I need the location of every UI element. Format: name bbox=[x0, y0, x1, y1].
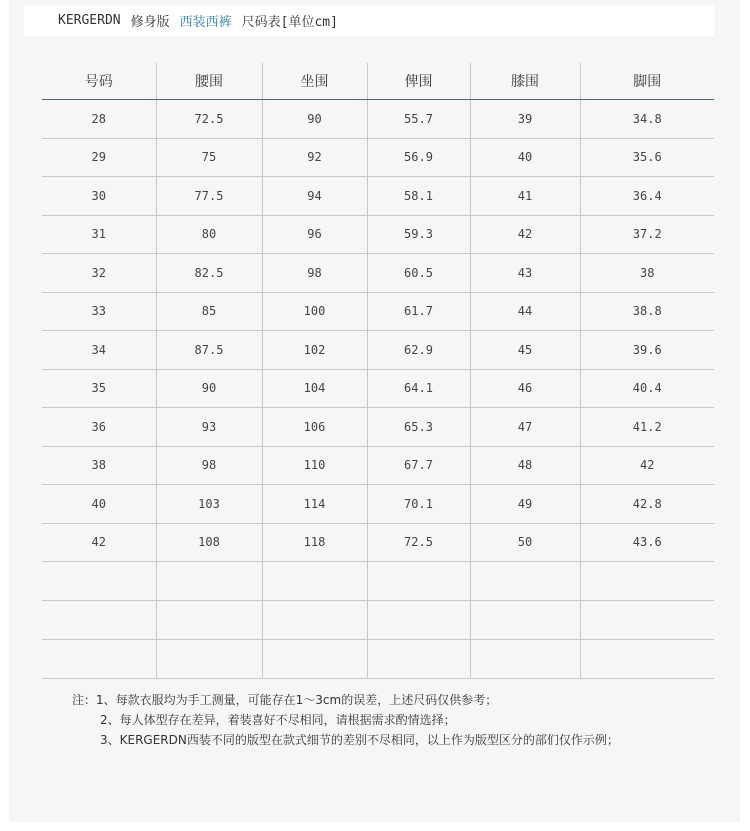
table-row bbox=[42, 369, 714, 408]
table-cell: 41.2 bbox=[580, 408, 714, 447]
note-line: 3、KERGERDN西装不同的版型在款式细节的差别不尽相同，以上作为版型区分的部们仅作示例； bbox=[100, 733, 619, 747]
table-cell: 94 bbox=[262, 177, 367, 216]
table-cell: 45 bbox=[470, 331, 580, 370]
table-row bbox=[42, 138, 714, 177]
table-row bbox=[42, 100, 714, 139]
size-table bbox=[42, 63, 714, 679]
table-cell: 32 bbox=[42, 254, 156, 293]
table-cell: 96 bbox=[262, 215, 367, 254]
table-cell-empty bbox=[580, 562, 714, 601]
table-cell: 38 bbox=[580, 254, 714, 293]
table-cell: 92 bbox=[262, 138, 367, 177]
table-cell: 65.3 bbox=[367, 408, 470, 447]
table-cell: 90 bbox=[262, 100, 367, 139]
table-cell: 48 bbox=[470, 446, 580, 485]
table-cell-empty bbox=[470, 562, 580, 601]
table-cell: 50 bbox=[470, 523, 580, 562]
table-row bbox=[42, 485, 714, 524]
table-cell: 118 bbox=[262, 523, 367, 562]
table-cell: 35 bbox=[42, 369, 156, 408]
column-header-waist: 腰围 bbox=[156, 63, 262, 100]
table-cell-empty bbox=[262, 601, 367, 640]
table-cell: 102 bbox=[262, 331, 367, 370]
table-cell-empty bbox=[367, 601, 470, 640]
table-cell: 36.4 bbox=[580, 177, 714, 216]
table-row bbox=[42, 446, 714, 485]
note-line: 2、每人体型存在差异，着装喜好不尽相同，请根据需求酌情选择； bbox=[100, 713, 456, 727]
table-cell: 38.8 bbox=[580, 292, 714, 331]
table-cell: 37.2 bbox=[580, 215, 714, 254]
table-cell: 40.4 bbox=[580, 369, 714, 408]
table-cell-empty bbox=[156, 601, 262, 640]
table-cell: 85 bbox=[156, 292, 262, 331]
table-row bbox=[42, 408, 714, 447]
table-cell: 33 bbox=[42, 292, 156, 331]
title-bar bbox=[24, 5, 714, 36]
note-line: 注：1、每款衣服均为手工测量，可能存在1～3cm的误差，上述尺码仅供参考； bbox=[72, 693, 498, 707]
table-cell: 35.6 bbox=[580, 138, 714, 177]
table-cell: 49 bbox=[470, 485, 580, 524]
table-cell: 80 bbox=[156, 215, 262, 254]
table-cell: 31 bbox=[42, 215, 156, 254]
table-row bbox=[42, 177, 714, 216]
table-cell: 29 bbox=[42, 138, 156, 177]
table-cell-empty bbox=[42, 562, 156, 601]
table-row-empty bbox=[42, 601, 714, 640]
table-cell: 42 bbox=[470, 215, 580, 254]
table-row bbox=[42, 254, 714, 293]
table-cell: 104 bbox=[262, 369, 367, 408]
table-cell-empty bbox=[470, 601, 580, 640]
table-cell: 61.7 bbox=[367, 292, 470, 331]
table-cell: 58.1 bbox=[367, 177, 470, 216]
table-cell: 38 bbox=[42, 446, 156, 485]
table-cell-empty bbox=[156, 640, 262, 679]
table-cell: 42 bbox=[42, 523, 156, 562]
table-cell: 75 bbox=[156, 138, 262, 177]
table-row bbox=[42, 331, 714, 370]
table-cell: 36 bbox=[42, 408, 156, 447]
table-cell: 98 bbox=[262, 254, 367, 293]
column-header-thigh: 俾围 bbox=[367, 63, 470, 100]
table-cell: 70.1 bbox=[367, 485, 470, 524]
table-row-empty bbox=[42, 640, 714, 679]
table-cell: 108 bbox=[156, 523, 262, 562]
table-cell: 100 bbox=[262, 292, 367, 331]
table-cell: 39 bbox=[470, 100, 580, 139]
table-cell: 42 bbox=[580, 446, 714, 485]
table-cell: 42.8 bbox=[580, 485, 714, 524]
table-cell: 28 bbox=[42, 100, 156, 139]
table-cell-empty bbox=[367, 562, 470, 601]
table-cell: 43 bbox=[470, 254, 580, 293]
table-header-row bbox=[42, 63, 714, 100]
table-cell: 39.6 bbox=[580, 331, 714, 370]
table-cell-empty bbox=[156, 562, 262, 601]
table-cell: 72.5 bbox=[367, 523, 470, 562]
table-cell: 40 bbox=[470, 138, 580, 177]
category-label: 西装西裤 bbox=[179, 15, 232, 30]
fit-label: 修身版 bbox=[130, 15, 170, 30]
table-cell: 30 bbox=[42, 177, 156, 216]
table-cell: 106 bbox=[262, 408, 367, 447]
table-cell-empty bbox=[580, 601, 714, 640]
table-cell: 44 bbox=[470, 292, 580, 331]
table-cell: 64.1 bbox=[367, 369, 470, 408]
table-cell-empty bbox=[42, 640, 156, 679]
notes bbox=[72, 690, 732, 750]
table-cell: 40 bbox=[42, 485, 156, 524]
table-cell: 93 bbox=[156, 408, 262, 447]
table-cell-empty bbox=[262, 562, 367, 601]
table-cell: 43.6 bbox=[580, 523, 714, 562]
table-cell: 72.5 bbox=[156, 100, 262, 139]
table-cell: 67.7 bbox=[367, 446, 470, 485]
column-header-hip: 坐围 bbox=[262, 63, 367, 100]
table-cell-empty bbox=[470, 640, 580, 679]
table-row bbox=[42, 292, 714, 331]
table-cell: 82.5 bbox=[156, 254, 262, 293]
table-cell: 46 bbox=[470, 369, 580, 408]
table-cell: 98 bbox=[156, 446, 262, 485]
table-cell: 90 bbox=[156, 369, 262, 408]
table-cell: 60.5 bbox=[367, 254, 470, 293]
size-chart-label: 尺码表[单位cm] bbox=[241, 15, 338, 30]
table-cell: 41 bbox=[470, 177, 580, 216]
column-header-size: 号码 bbox=[42, 63, 156, 100]
brand-name: KERGERDN bbox=[58, 13, 121, 28]
table-body bbox=[42, 100, 714, 679]
table-cell: 87.5 bbox=[156, 331, 262, 370]
table-cell-empty bbox=[262, 640, 367, 679]
table-cell-empty bbox=[367, 640, 470, 679]
table-row-empty bbox=[42, 562, 714, 601]
table-cell-empty bbox=[42, 601, 156, 640]
table-cell: 103 bbox=[156, 485, 262, 524]
table-row bbox=[42, 523, 714, 562]
column-header-hem: 脚围 bbox=[580, 63, 714, 100]
table-cell: 34 bbox=[42, 331, 156, 370]
table-cell: 55.7 bbox=[367, 100, 470, 139]
column-header-knee: 膝围 bbox=[470, 63, 580, 100]
table-cell: 59.3 bbox=[367, 215, 470, 254]
table-cell: 62.9 bbox=[367, 331, 470, 370]
table-row bbox=[42, 215, 714, 254]
table-cell: 110 bbox=[262, 446, 367, 485]
table-cell: 47 bbox=[470, 408, 580, 447]
table-cell: 77.5 bbox=[156, 177, 262, 216]
table-cell: 114 bbox=[262, 485, 367, 524]
table-cell-empty bbox=[580, 640, 714, 679]
table-cell: 56.9 bbox=[367, 138, 470, 177]
table-cell: 34.8 bbox=[580, 100, 714, 139]
